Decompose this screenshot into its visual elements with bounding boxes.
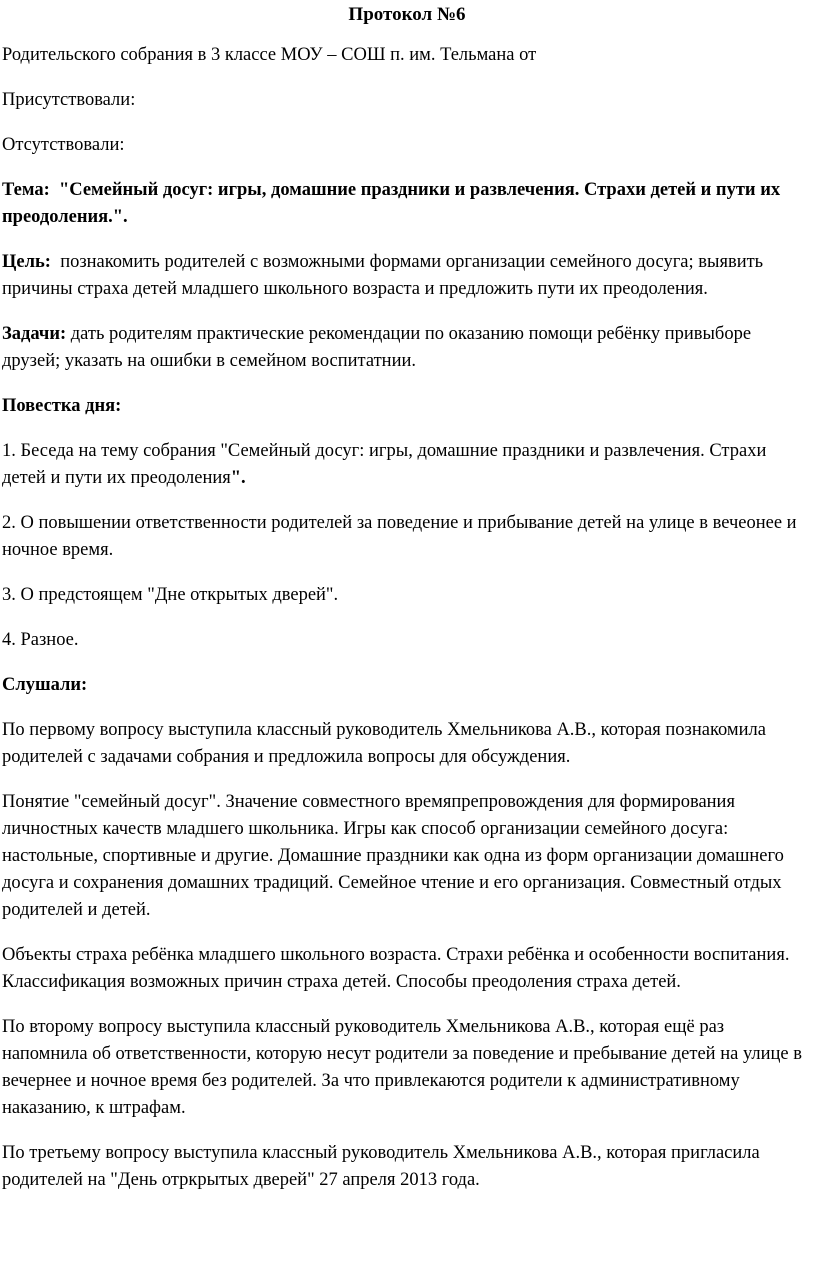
topic-paragraph (2, 177, 812, 231)
tasks-label: Задачи: (2, 324, 67, 344)
goal-label: Цель: (2, 252, 51, 272)
agenda-item-1-text: 1. Беседа на тему собрания "Семейный досуг: игры, домашние праздники и развлечения. Страхи детей и пути их преодоления (2, 441, 767, 488)
document-title: Протокол №6 (348, 4, 466, 25)
heard-paragraph-4: По второму вопросу выступила классный руководитель Хмельникова А.В., которая ещё раз напомнила об ответственности, которую несут родители за поведение и пребывание детей на улице в вечернее и ночное время без родителей. За что привлекаются родители к административному наказанию, к штрафам. (2, 1017, 802, 1118)
agenda-item-1-end: ". (230, 468, 246, 488)
heard-paragraph-1: По первому вопросу выступила классный руководитель Хмельникова А.В., которая познакомила родителей с задачами собрания и предложила вопросы для обсуждения. (2, 720, 766, 767)
header-line: Родительского собрания в 3 классе МОУ – СОШ п. им. Тельмана от (2, 45, 537, 65)
tasks-text: дать родителям практические рекомендации по оказанию помощи ребёнку привыборе друзей; указать на ошибки в семейном воспитатнии. (2, 324, 752, 371)
tasks-paragraph (2, 321, 812, 375)
present-label: Присутствовали: (2, 90, 136, 110)
agenda-heading (2, 393, 812, 420)
agenda-item-1 (2, 438, 812, 492)
heard-paragraph-2: Понятие "семейный досуг". Значение совместного времяпрепровождения для формирования личностных качеств младшего школьника. Игры как способ организации семейного досуга: настольные, спортивные и другие. Домашние праздники как одна из форм организации домашнего досуга и сохранения домашних традиций. Семейное чтение и его организация. Совместный отдых родителей и детей. (2, 792, 784, 920)
agenda-item-2: 2. О повышении ответственности родителей за поведение и прибывание детей на улице в вечеонее и ночное время. (2, 513, 797, 560)
absent-label: Отсутствовали: (2, 135, 125, 155)
heard-heading-text: Слушали: (2, 675, 88, 695)
goal-text: познакомить родителей с возможными формами организации семейного досуга; выявить причины страха детей младшего школьного возраста и предложить пути их преодоления. (2, 252, 764, 299)
heard-heading (2, 672, 812, 699)
agenda-item-4: 4. Разное. (2, 630, 79, 650)
topic-label: Тема: (2, 180, 50, 200)
heard-paragraph-3: Объекты страха ребёнка младшего школьного возраста. Страхи ребёнка и особенности воспитания. Классификация возможных причин страха детей. Способы преодоления страха детей. (2, 945, 790, 992)
heard-paragraph-5: По третьему вопросу выступила классный руководитель Хмельникова А.В., которая пригласила родителей на "День отркрытых дверей" 27 апреля 2013 года. (2, 1143, 760, 1190)
topic-text: "Семейный досуг: игры, домашние праздники и развлечения. Страхи детей и пути их преодоления.". (2, 180, 781, 227)
agenda-heading-text: Повестка дня: (2, 396, 122, 416)
agenda-item-3: 3. О предстоящем "Дне открытых дверей". (2, 585, 339, 605)
goal-paragraph (2, 249, 812, 303)
